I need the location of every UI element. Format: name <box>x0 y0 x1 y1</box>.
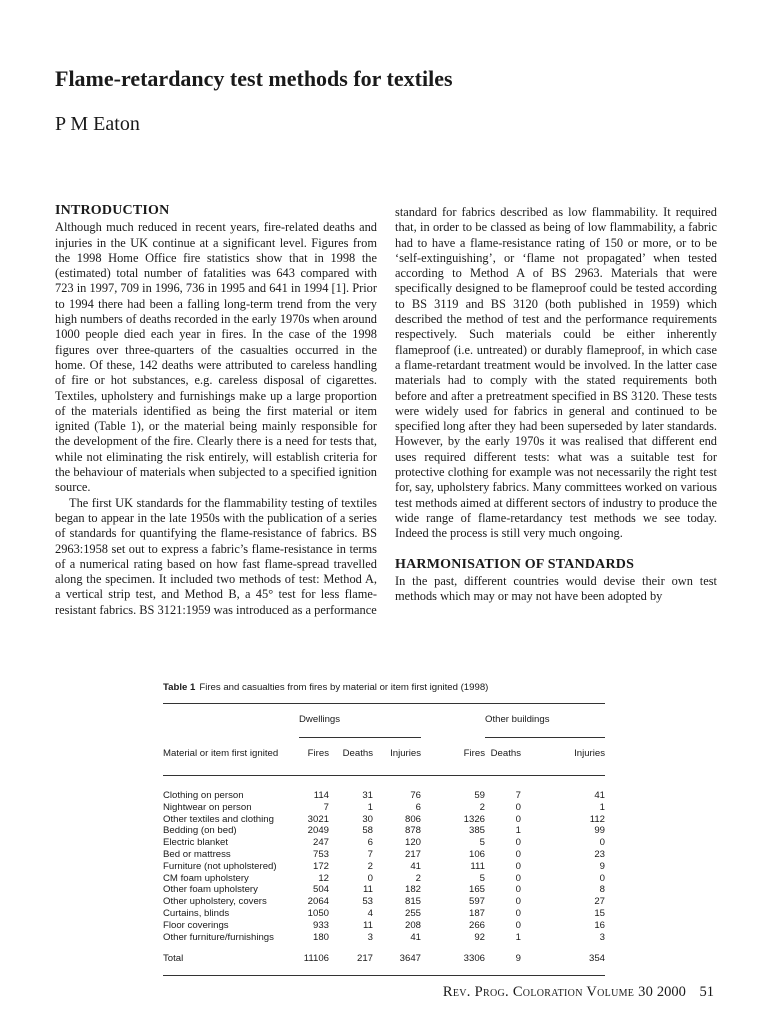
table-cell: 120 <box>404 837 421 849</box>
table-row <box>163 837 605 849</box>
total-label: Total <box>163 953 184 965</box>
table-row <box>163 861 605 873</box>
table-cell: 597 <box>468 896 485 908</box>
table-cell: 180 <box>312 931 329 943</box>
row-label: CM foam upholstery <box>163 872 249 884</box>
table-row <box>163 908 605 920</box>
table-total-row <box>163 943 605 975</box>
table-cell: 11106 <box>303 953 329 965</box>
table-cell: 0 <box>599 872 605 884</box>
table-row <box>163 849 605 861</box>
row-label: Bedding (on bed) <box>163 825 237 837</box>
table-row <box>163 802 605 814</box>
table-cell: 0 <box>515 919 521 931</box>
table-cell: 106 <box>468 848 485 860</box>
fires-table <box>163 704 605 975</box>
table-cell: 7 <box>515 790 521 801</box>
row-label: Floor coverings <box>163 919 229 931</box>
table-cell: 878 <box>404 825 421 837</box>
table-cell: 806 <box>404 813 421 825</box>
table-1 <box>163 682 605 976</box>
table-cell: 0 <box>515 896 521 908</box>
table-cell: 4 <box>367 907 373 919</box>
column-header-fires: Fires <box>463 748 485 759</box>
table-cell: 3647 <box>399 953 421 965</box>
right-column <box>395 205 717 604</box>
table-cell: 187 <box>468 907 485 919</box>
table-cell: 2 <box>367 860 373 872</box>
table-cell: 59 <box>474 790 485 801</box>
table-cell: 385 <box>468 825 485 837</box>
table-cell: 266 <box>468 919 485 931</box>
table-cell: 3 <box>599 931 605 943</box>
table-cell: 933 <box>312 919 329 931</box>
author-name: P M Eaton <box>55 113 140 135</box>
table-cell: 2064 <box>307 896 329 908</box>
table-cell: 0 <box>515 884 521 896</box>
table-cell: 1 <box>515 931 521 943</box>
table-cell: 76 <box>410 790 421 801</box>
table-cell: 15 <box>594 907 605 919</box>
table-row <box>163 790 605 802</box>
table-cell: 0 <box>599 837 605 849</box>
table-cell: 112 <box>589 813 605 825</box>
table-label: Table 1 <box>163 682 196 693</box>
row-label: Other foam upholstery <box>163 884 258 896</box>
table-cell: 0 <box>515 837 521 849</box>
row-label: Bed or mattress <box>163 848 231 860</box>
table-row <box>163 814 605 826</box>
table-cell: 7 <box>323 801 329 813</box>
table-row <box>163 896 605 908</box>
table-cell: 815 <box>404 896 421 908</box>
table-cell: 753 <box>312 848 329 860</box>
table-cell: 2049 <box>307 825 329 837</box>
table-cell: 354 <box>588 953 605 965</box>
table-cell: 3 <box>367 931 373 943</box>
table-row <box>163 873 605 885</box>
group-header-dwellings: Dwellings <box>299 714 341 725</box>
table-cell: 99 <box>594 825 605 837</box>
table-cell: 30 <box>362 813 373 825</box>
table-cell: 11 <box>363 919 373 931</box>
row-label: Other furniture/furnishings <box>163 931 274 943</box>
table-row <box>163 884 605 896</box>
table-cell: 2 <box>479 801 485 813</box>
table-cell: 0 <box>515 907 521 919</box>
row-label: Clothing on person <box>163 790 244 801</box>
table-cell: 1326 <box>463 813 485 825</box>
intro-paragraph-2: The first UK standards for the flammability testing of textiles began to appear in the late 1950s with the publication of a series of standards for quantifying the flame-resistance of fabrics. BS 2963:1958 set out to express a fabric’s flame-resistance in terms of a numerical rating based on how fast flame-spread travelled along the specimen. It included two methods of test: Method A, a vertical strip test, and Method B, a 45° test for less flame-resistant fabrics. BS 3121:1959 was introduced as a performance <box>55 495 377 617</box>
row-label: Curtains, blinds <box>163 907 230 919</box>
left-column <box>55 203 377 618</box>
table-cell: 165 <box>468 884 485 896</box>
column-header-injuries: Injuries <box>390 748 421 759</box>
table-cell: 6 <box>415 801 421 813</box>
column-header-injuries: Injuries <box>574 748 605 759</box>
row-label: Other upholstery, covers <box>163 896 267 908</box>
table-cell: 31 <box>362 790 373 801</box>
introduction-heading: INTRODUCTION <box>55 203 170 218</box>
intro-paragraph-3: standard for fabrics described as low flammability. It required that, in order to be classed as being of low flammability, a fabric had to have a flame-resistance rating of 150 or more, or to be ‘self-extinguishing’, or ‘flame not propagated’ when tested according to Method A of BS 2963. Materials that were specifically designed to be flameproof could be tested according to BS 3119 and BS 3120 (both published in 1959) which described the method of test and the performance requirements respectively. Such materials could be either inherently flameproof (i.e. untreated) or durably flameproof, in which case a flame-retardant treatment would be involved. In the latter case materials had to comply with the stated requirements both before and after a pretreatment specified in BS 3120. These tests were widely used for fabrics in general and continued to be specified long after they had been superseded by later standards. However, by the early 1970s it was realised that different end uses required different tests: what was a suitable test for protective clothing for example was not necessarily the right test for, say, upholstery fabrics. Many committees worked on various test methods aimed at different sectors of industry to produce the wide range of flame-retardancy test methods we see today. Indeed the process is still very much ongoing. <box>395 205 717 541</box>
table-cell: 0 <box>515 860 521 872</box>
row-label: Nightwear on person <box>163 801 252 813</box>
table-cell: 41 <box>410 931 421 943</box>
table-cell: 111 <box>470 860 485 872</box>
table-cell: 208 <box>404 919 421 931</box>
table-caption-text: Fires and casualties from fires by material or item first ignited (1998) <box>199 682 489 693</box>
table-cell: 3021 <box>307 813 329 825</box>
table-cell: 182 <box>404 884 421 896</box>
table-cell: 7 <box>367 848 373 860</box>
table-cell: 41 <box>410 860 421 872</box>
table-cell: 58 <box>362 825 373 837</box>
table-cell: 6 <box>367 837 373 849</box>
table-cell: 2 <box>415 872 421 884</box>
table-cell: 217 <box>356 953 373 965</box>
table-row <box>163 932 605 944</box>
table-cell: 217 <box>404 848 421 860</box>
harmonisation-paragraph-1: In the past, different countries would devise their own test methods which may or may not have been adopted by <box>395 573 717 604</box>
table-cell: 8 <box>599 884 605 896</box>
table-cell: 5 <box>479 837 485 849</box>
row-label: Other textiles and clothing <box>163 813 274 825</box>
table-cell: 5 <box>479 872 485 884</box>
column-header-deaths: Deaths <box>342 748 373 759</box>
table-cell: 11 <box>363 884 373 896</box>
table-cell: 1 <box>367 801 373 813</box>
table-cell: 0 <box>515 848 521 860</box>
publication-year: 2000 <box>656 984 686 1000</box>
page-footer <box>443 984 714 1001</box>
table-cell: 172 <box>312 860 329 872</box>
table-cell: 0 <box>515 801 521 813</box>
table-bottom-rule <box>163 975 605 976</box>
journal-name: Rev. Prog. Coloration Volume 30 <box>442 984 654 1000</box>
article-title: Flame-retardancy test methods for textiles <box>55 66 453 91</box>
table-cell: 53 <box>362 896 373 908</box>
table-cell: 0 <box>367 872 373 884</box>
table-cell: 3306 <box>463 953 485 965</box>
table-row <box>163 825 605 837</box>
harmonisation-heading: HARMONISATION OF STANDARDS <box>395 556 635 572</box>
table-cell: 1 <box>599 801 605 813</box>
column-header-deaths: Deaths <box>490 748 521 759</box>
column-header-material: Material or item first ignited <box>163 748 279 759</box>
column-header-fires: Fires <box>307 748 329 759</box>
table-caption <box>163 682 605 693</box>
table-cell: 247 <box>312 837 329 849</box>
table-cell: 9 <box>599 860 605 872</box>
group-header-other-buildings: Other buildings <box>485 714 550 725</box>
table-cell: 23 <box>594 848 605 860</box>
row-label: Electric blanket <box>163 837 229 849</box>
table-cell: 255 <box>404 907 421 919</box>
table-cell: 9 <box>515 953 521 965</box>
table-cell: 1050 <box>307 907 329 919</box>
table-cell: 504 <box>312 884 329 896</box>
table-cell: 0 <box>515 813 521 825</box>
page-number: 51 <box>699 984 714 1000</box>
table-cell: 27 <box>594 896 605 908</box>
table-row <box>163 920 605 932</box>
row-label: Furniture (not upholstered) <box>163 860 277 872</box>
table-cell: 16 <box>594 919 605 931</box>
table-cell: 114 <box>313 790 329 801</box>
table-cell: 41 <box>594 790 605 801</box>
table-cell: 92 <box>474 931 485 943</box>
table-cell: 1 <box>515 825 521 837</box>
table-cell: 0 <box>515 872 521 884</box>
intro-paragraph-1: Although much reduced in recent years, fire-related deaths and injuries in the UK continue at a significant level. Figures from the 1998 Home Office fire statistics show that in 1998 the (estimated) total number of fatalities was 643 compared with 723 in 1997, 709 in 1996, 736 in 1995 and 641 in 1994 [1]. Prior to 1994 there had been a falling long-term trend from the very high numbers of deaths recorded in the early 1970s when around 1000 people died each year in fires. In the case of the 1998 figures over three-quarters of the casualties occurred in the home. Of these, 142 deaths were attributed to careless handling of fire or hot substances, e.g. careless disposal of cigarettes. Textiles, upholstery and furnishings make up a large proportion of the materials identified as being the first material or item ignited (Table 1), or the material being mainly responsible for the development of the fire. Clearly there is a need for tests that, while not eliminating the risk entirely, will establish criteria for the behaviour of materials when subjected to a specified ignition source. <box>55 220 377 495</box>
table-cell: 12 <box>318 872 329 884</box>
